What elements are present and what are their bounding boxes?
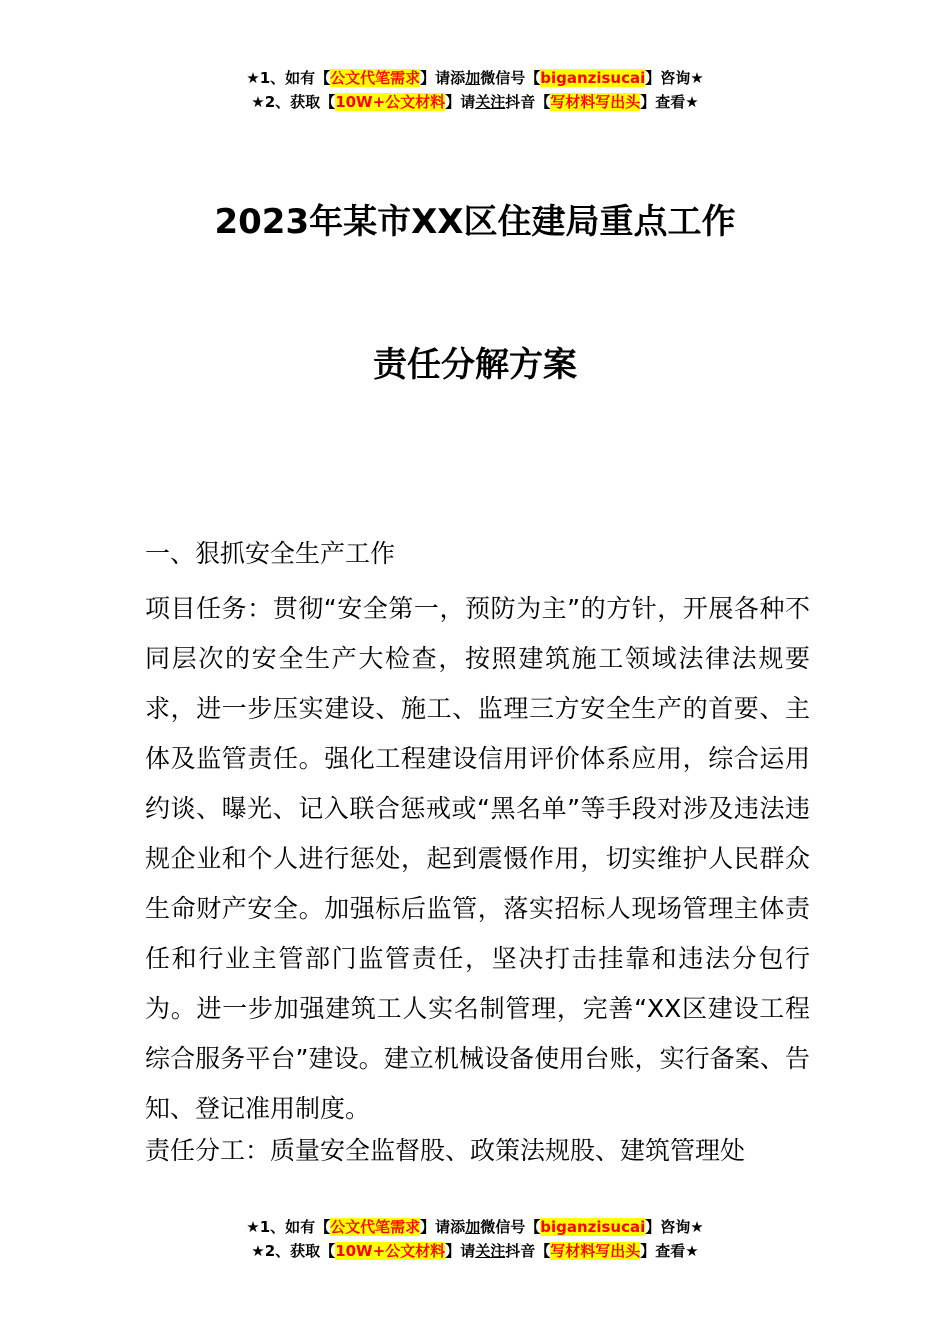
- promo-text: 】请: [445, 1242, 476, 1260]
- promo-line-1: [0, 1215, 950, 1239]
- promo-line-1: [0, 66, 950, 90]
- promo-text: ★1、如有【: [246, 1218, 331, 1236]
- promo-underlined: 关注: [475, 93, 506, 111]
- promo-text: 】请添: [420, 69, 466, 87]
- footer-promo-banner: [0, 1215, 950, 1263]
- promo-text: 】查看★: [640, 93, 699, 111]
- promo-highlight: biganzisucai: [540, 1218, 646, 1236]
- promo-text: 抖音【: [505, 93, 551, 111]
- promo-text: 微信号【: [480, 69, 541, 87]
- promo-text: ★2、获取【: [251, 93, 336, 111]
- promo-line-2: [0, 1239, 950, 1263]
- promo-text: 】查看★: [640, 1242, 699, 1260]
- promo-text: 抖音【: [505, 1242, 551, 1260]
- promo-highlight: 写材料写出头: [550, 93, 641, 111]
- promo-text: 微信号【: [480, 1218, 541, 1236]
- header-promo-banner: [0, 66, 950, 114]
- promo-text: ★2、获取【: [251, 1242, 336, 1260]
- responsibility-line: 责任分工：质量安全监督股、政策法规股、建筑管理处: [145, 1136, 746, 1165]
- document-title-line-2: 责任分解方案: [373, 345, 577, 385]
- promo-highlight: 10W+公文材料: [335, 1242, 446, 1260]
- promo-highlight: 写材料写出头: [550, 1242, 641, 1260]
- promo-line-2: [0, 90, 950, 114]
- promo-highlight: 公文代笔需求: [330, 1218, 421, 1236]
- body-paragraph: 项目任务：贯彻“安全第一，预防为主”的方针，开展各种不同层次的安全生产大检查，按照建筑施工领域法律法规要求，进一步压实建设、施工、监理三方安全生产的首要、主体及监管责任。强化工程建设信用评价体系应用，综合运用约谈、曝光、记入联合惩戒或“黑名单”等手段对涉及违法违规企业和个人进行惩处，起到震慑作用，切实维护人民群众生命财产安全。加强标后监管，落实招标人现场管理主体责任和行业主管部门监管责任，坚决打击挂靠和违法分包行为。进一步加强建筑工人实名制管理，完善“XX区建设工程综合服务平台”建设。建立机械设备使用台账，实行备案、告知、登记准用制度。: [145, 594, 810, 1123]
- section-heading: 一、狠抓安全生产工作: [145, 539, 396, 568]
- promo-highlight: 公文代笔需求: [330, 69, 421, 87]
- promo-highlight: 10W+公文材料: [335, 93, 446, 111]
- promo-text: ★1、如有【: [246, 69, 331, 87]
- document-title-line-1: 2023年某市XX区住建局重点工作: [214, 202, 736, 242]
- promo-text: 】请添: [420, 1218, 466, 1236]
- promo-underlined: 加: [465, 1218, 481, 1236]
- promo-highlight: biganzisucai: [540, 69, 646, 87]
- promo-underlined: 加: [465, 69, 481, 87]
- promo-text: 】咨询★: [645, 1218, 704, 1236]
- promo-text: 】咨询★: [645, 69, 704, 87]
- promo-text: 】请: [445, 93, 476, 111]
- promo-underlined: 关注: [475, 1242, 506, 1260]
